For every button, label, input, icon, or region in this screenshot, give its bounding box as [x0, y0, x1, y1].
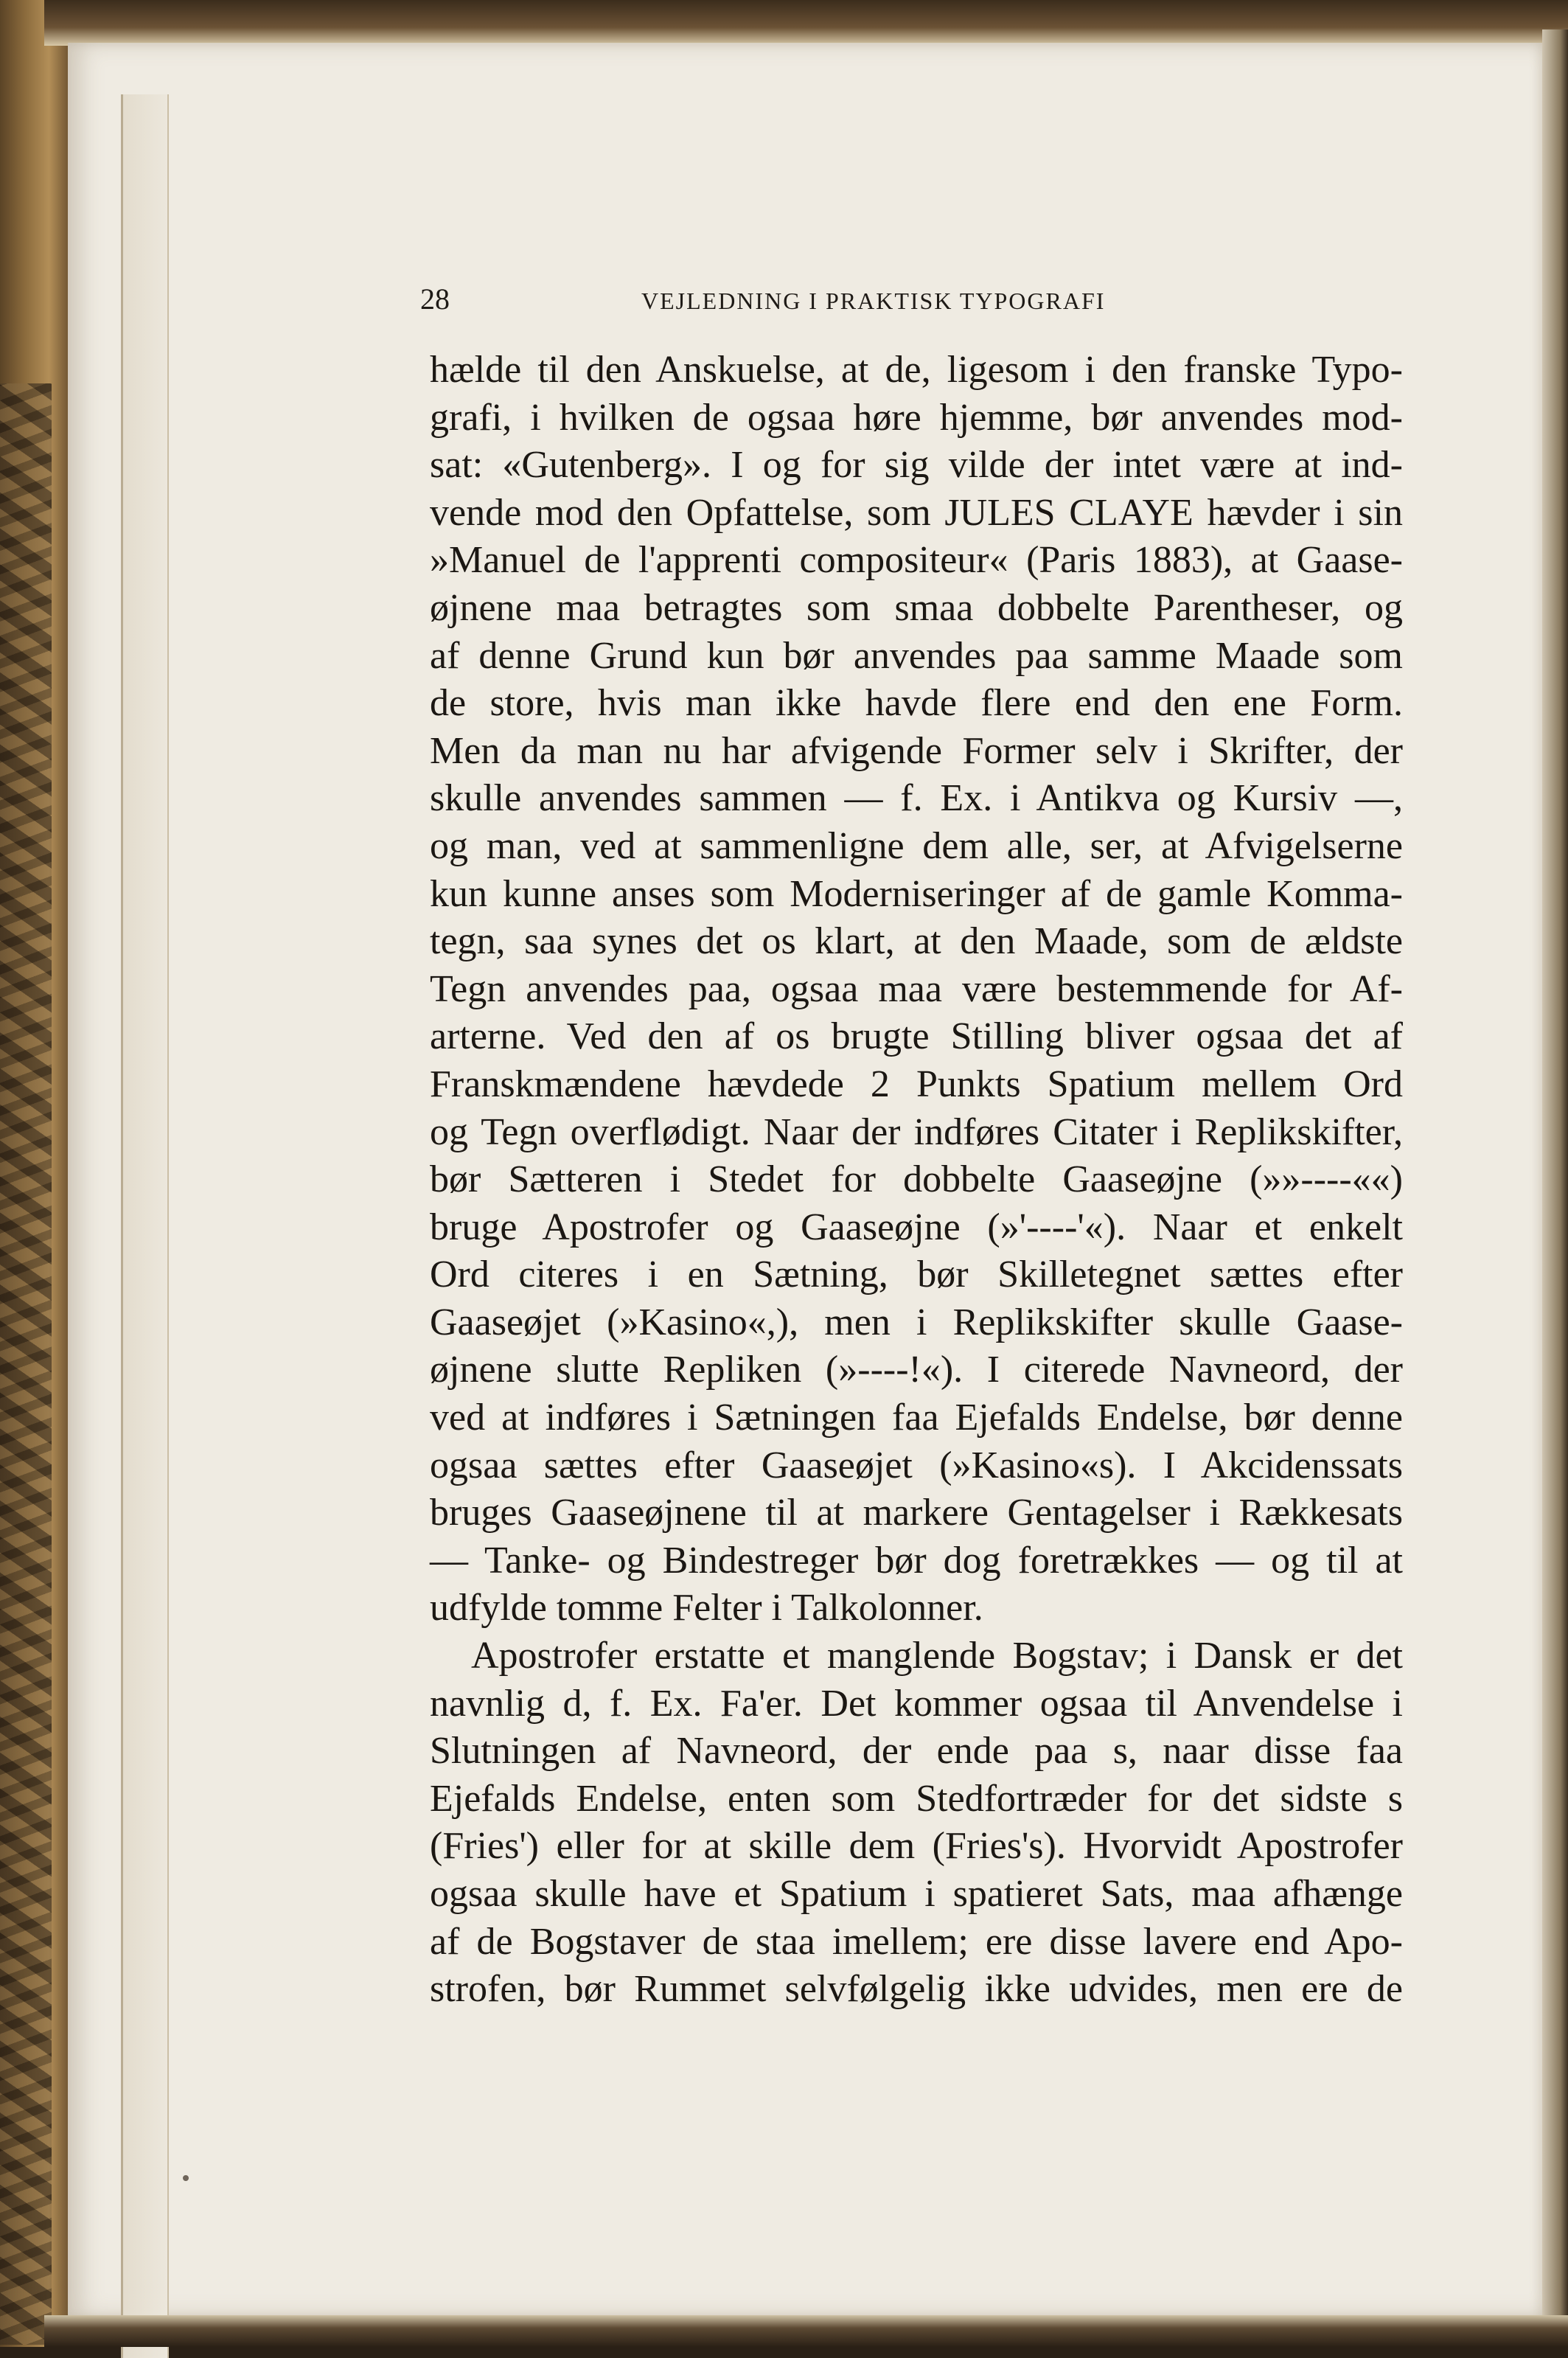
- text-line: øjnene slutte Repliken (»----!«). I citerede Navneord, der: [430, 1349, 1403, 1391]
- page-number: 28: [420, 282, 450, 316]
- text-line: og man, ved at sammenligne dem alle, ser, at Afvigelserne: [430, 824, 1403, 867]
- text-line: hælde til den Anskuelse, at de, ligesom i den franske Typo-: [430, 349, 1403, 391]
- text-line: skulle anvendes sammen — f. Ex. i Antikva og Kursiv —,: [430, 777, 1403, 820]
- right-page-edge: [1542, 29, 1568, 2323]
- marbled-cover: [0, 383, 52, 2345]
- text-line: vende mod den Opfattelse, som JULES CLAYE hævder i sin: [430, 491, 1403, 534]
- body-text: [430, 347, 1403, 2014]
- text-line: Apostrofer erstatte et manglende Bogstav; i Dansk er det: [471, 1635, 1403, 1677]
- text-line: udfylde tomme Felter i Talkolonner.: [430, 1587, 983, 1630]
- text-line: af denne Grund kun bør anvendes paa samme Maade som: [430, 634, 1403, 677]
- text-line: Ejefalds Endelse, enten som Stedfortræder for det sidste s: [430, 1777, 1403, 1820]
- text-line: sat: «Gutenberg». I og for sig vilde der intet være at ind-: [430, 444, 1403, 487]
- text-line: bruge Apostrofer og Gaaseøjne (»'----'«). Naar et enkelt: [430, 1206, 1403, 1248]
- text-line: og Tegn overflødigt. Naar der indføres Citater i Replikskifter,: [430, 1110, 1403, 1153]
- text-line: de store, hvis man ikke havde flere end den ene Form.: [430, 682, 1403, 725]
- text-line: (Fries') eller for at skille dem (Fries's). Hvorvidt Apostrofer: [430, 1825, 1403, 1868]
- text-line: ogsaa sættes efter Gaaseøjet (»Kasino«s). I Akcidenssats: [430, 1444, 1403, 1486]
- text-line: ved at indføres i Sætningen faa Ejefalds Endelse, bør denne: [430, 1397, 1403, 1439]
- text-line: »Manuel de l'apprenti compositeur« (Paris 1883), at Gaase-: [430, 539, 1403, 582]
- text-line: øjnene maa betragtes som smaa dobbelte Parentheser, og: [430, 586, 1403, 629]
- text-line: af de Bogstaver de staa imellem; ere disse lavere end Apo-: [430, 1920, 1403, 1963]
- text-line: bruges Gaaseøjnene til at markere Gentagelser i Rækkesats: [430, 1492, 1403, 1534]
- text-line: tegn, saa synes det os klart, at den Maade, som de ældste: [430, 920, 1403, 963]
- text-line: Men da man nu har afvigende Former selv i Skrifter, der: [430, 729, 1403, 772]
- text-line: strofen, bør Rummet selvfølgelig ikke udvides, men ere de: [430, 1968, 1403, 2011]
- running-head: VEJLEDNING I PRAKTISK TYPOGRAFI: [641, 288, 1106, 314]
- text-line: ogsaa skulle have et Spatium i spatieret Sats, maa afhænge: [430, 1873, 1403, 1915]
- text-line: — Tanke- og Bindestreger bør dog foretrækkes — og til at: [430, 1539, 1403, 1582]
- text-line: Franskmændene hævdede 2 Punkts Spatium mellem Ord: [430, 1063, 1403, 1105]
- page-gutter: [121, 94, 169, 2358]
- text-line: Tegn anvendes paa, ogsaa maa være bestemmende for Af-: [430, 967, 1403, 1010]
- text-line: Ord citeres i en Sætning, bør Skilletegnet sættes efter: [430, 1253, 1403, 1296]
- text-line: arterne. Ved den af os brugte Stilling bliver ogsaa det af: [430, 1015, 1403, 1058]
- text-line: kun kunne anses som Moderniseringer af de gamle Komma-: [430, 872, 1403, 915]
- text-line: grafi, i hvilken de ogsaa høre hjemme, bør anvendes mod-: [430, 396, 1403, 439]
- paper-speck: [183, 2175, 189, 2181]
- text-line: Slutningen af Navneord, der ende paa s, naar disse faa: [430, 1730, 1403, 1773]
- top-cover-edge: [44, 0, 1568, 46]
- text-line: bør Sætteren i Stedet for dobbelte Gaaseøjne (»»----««): [430, 1158, 1403, 1201]
- text-line: Gaaseøjet (»Kasino«,), men i Replikskifter skulle Gaase-: [430, 1301, 1403, 1343]
- page-header: [420, 282, 1401, 326]
- bottom-cover-edge: [44, 2315, 1568, 2347]
- text-line: navnlig d, f. Ex. Fa'er. Det kommer ogsaa til Anvendelse i: [430, 1682, 1403, 1725]
